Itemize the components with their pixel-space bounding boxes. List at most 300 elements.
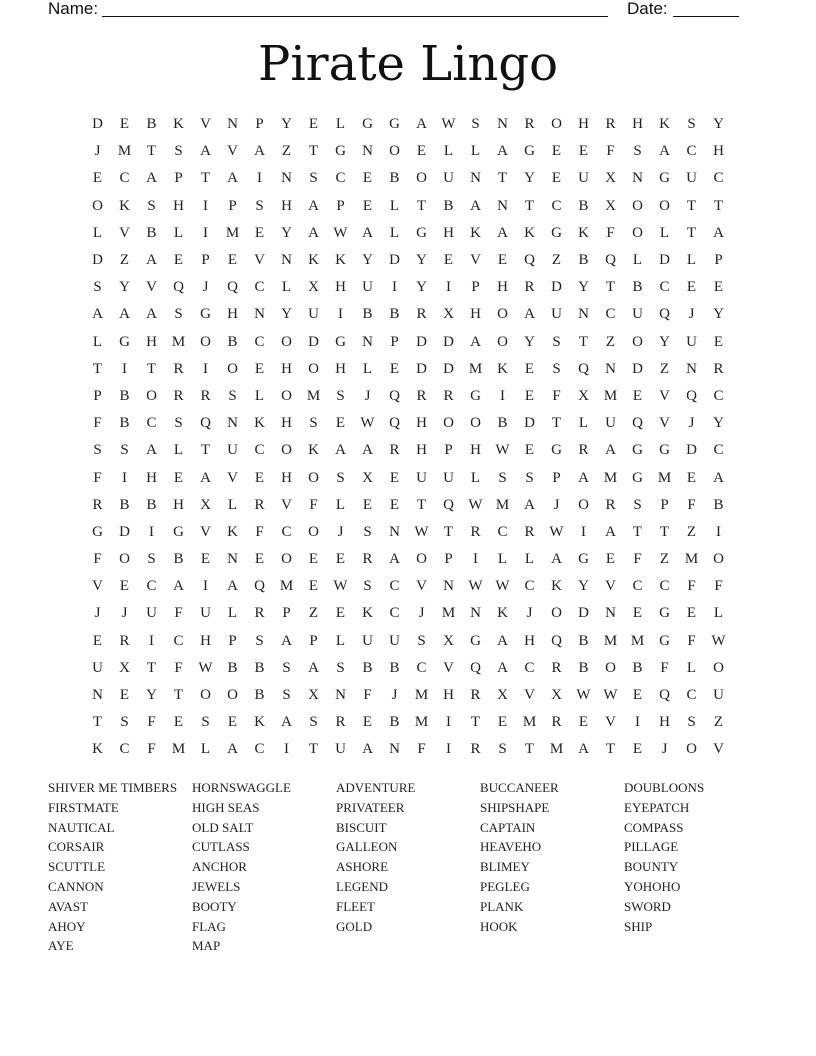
grid-letter: X bbox=[605, 170, 616, 187]
grid-letter: Y bbox=[713, 116, 724, 133]
grid-letter: I bbox=[446, 741, 451, 758]
grid-letter: N bbox=[227, 551, 238, 568]
grid-letter: W bbox=[360, 415, 375, 432]
grid-letter: T bbox=[632, 523, 643, 540]
grid-letter: S bbox=[363, 523, 372, 540]
grid-letter: A bbox=[308, 197, 319, 214]
grid-letter: B bbox=[254, 659, 265, 676]
grid-letter: H bbox=[227, 306, 238, 323]
grid-letter: I bbox=[284, 741, 289, 758]
grid-letter: E bbox=[686, 279, 697, 296]
grid-letter: Q bbox=[605, 252, 616, 269]
grid-letter: N bbox=[281, 170, 292, 187]
grid-letter: M bbox=[684, 551, 699, 568]
grid-letter: K bbox=[362, 605, 373, 622]
grid-letter: A bbox=[497, 143, 508, 160]
grid-letter: S bbox=[282, 659, 291, 676]
grid-letter: G bbox=[92, 523, 103, 540]
grid-letter: T bbox=[308, 143, 319, 160]
grid-letter: S bbox=[687, 714, 696, 731]
word-list-item: BOUNTY bbox=[624, 859, 679, 875]
word-list-item: PRIVATEER bbox=[336, 799, 405, 815]
grid-letter: X bbox=[362, 469, 373, 486]
grid-letter: M bbox=[414, 687, 429, 704]
grid-letter: J bbox=[391, 687, 398, 704]
grid-letter: M bbox=[306, 387, 321, 404]
grid-letter: O bbox=[308, 360, 319, 377]
grid-letter: R bbox=[362, 551, 373, 568]
grid-letter: O bbox=[281, 333, 292, 350]
grid-letter: B bbox=[713, 496, 724, 513]
grid-letter: E bbox=[254, 469, 265, 486]
grid-letter: U bbox=[713, 687, 724, 704]
grid-letter: W bbox=[495, 442, 510, 459]
grid-letter: B bbox=[119, 415, 130, 432]
word-list-item: COMPASS bbox=[624, 819, 684, 835]
grid-letter: T bbox=[497, 170, 508, 187]
grid-letter: I bbox=[203, 224, 208, 241]
grid-letter: J bbox=[121, 605, 128, 622]
grid-letter: Q bbox=[470, 659, 481, 676]
grid-letter: O bbox=[713, 659, 724, 676]
grid-letter: V bbox=[227, 469, 238, 486]
grid-letter: Y bbox=[524, 333, 535, 350]
grid-letter: C bbox=[146, 415, 157, 432]
grid-letter: L bbox=[173, 224, 184, 241]
grid-letter: A bbox=[389, 551, 400, 568]
grid-letter: E bbox=[551, 170, 562, 187]
grid-letter: T bbox=[416, 496, 427, 513]
grid-letter: J bbox=[661, 741, 668, 758]
grid-letter: H bbox=[497, 279, 508, 296]
grid-letter: I bbox=[122, 469, 127, 486]
grid-letter: F bbox=[687, 496, 696, 513]
grid-letter: L bbox=[227, 496, 238, 513]
grid-letter: A bbox=[470, 333, 481, 350]
page-title: Pirate Lingo bbox=[258, 36, 558, 92]
grid-letter: F bbox=[147, 714, 156, 731]
grid-letter: N bbox=[497, 197, 508, 214]
grid-letter: N bbox=[281, 252, 292, 269]
grid-letter: G bbox=[659, 170, 670, 187]
grid-letter: O bbox=[551, 605, 562, 622]
grid-letter: O bbox=[632, 197, 643, 214]
grid-letter: Q bbox=[524, 252, 535, 269]
grid-letter: N bbox=[443, 578, 454, 595]
grid-letter: N bbox=[389, 523, 400, 540]
grid-letter: S bbox=[120, 714, 129, 731]
grid-letter: S bbox=[255, 632, 264, 649]
grid-letter: N bbox=[362, 333, 373, 350]
word-list-item: BLIMEY bbox=[480, 859, 530, 875]
grid-letter: R bbox=[92, 496, 103, 513]
grid-letter: O bbox=[632, 333, 643, 350]
word-list-item: FLEET bbox=[336, 898, 375, 914]
grid-letter: A bbox=[227, 170, 238, 187]
grid-letter: R bbox=[551, 659, 562, 676]
grid-letter: V bbox=[92, 578, 103, 595]
grid-letter: W bbox=[549, 523, 564, 540]
grid-letter: G bbox=[389, 116, 400, 133]
grid-letter: F bbox=[606, 224, 615, 241]
word-list-item: LEGEND bbox=[336, 878, 388, 894]
grid-letter: I bbox=[203, 360, 208, 377]
grid-letter: M bbox=[171, 741, 186, 758]
grid-letter: C bbox=[524, 659, 535, 676]
grid-letter: R bbox=[119, 632, 130, 649]
grid-letter: E bbox=[416, 143, 427, 160]
grid-letter: H bbox=[281, 415, 292, 432]
grid-letter: E bbox=[92, 632, 103, 649]
grid-letter: X bbox=[308, 687, 319, 704]
grid-letter: O bbox=[200, 333, 211, 350]
grid-letter: J bbox=[202, 279, 209, 296]
grid-letter: B bbox=[389, 659, 400, 676]
grid-letter: T bbox=[92, 360, 103, 377]
word-list-item: CANNON bbox=[48, 878, 104, 894]
grid-letter: K bbox=[254, 714, 265, 731]
grid-letter: J bbox=[526, 605, 533, 622]
grid-letter: S bbox=[363, 578, 372, 595]
grid-letter: A bbox=[281, 714, 292, 731]
grid-letter: F bbox=[309, 496, 318, 513]
grid-letter: U bbox=[686, 170, 697, 187]
grid-letter: S bbox=[120, 442, 129, 459]
grid-letter: I bbox=[392, 279, 397, 296]
grid-letter: N bbox=[335, 687, 346, 704]
grid-letter: N bbox=[227, 415, 238, 432]
grid-letter: A bbox=[578, 469, 589, 486]
grid-letter: U bbox=[551, 306, 562, 323]
word-list-item: OLD SALT bbox=[192, 819, 254, 835]
grid-letter: N bbox=[470, 170, 481, 187]
grid-letter: Q bbox=[578, 360, 589, 377]
grid-letter: O bbox=[281, 442, 292, 459]
grid-letter: E bbox=[632, 605, 643, 622]
grid-letter: W bbox=[468, 496, 483, 513]
grid-letter: B bbox=[578, 632, 589, 649]
grid-letter: P bbox=[390, 333, 399, 350]
grid-letter: C bbox=[605, 306, 616, 323]
grid-letter: C bbox=[713, 442, 724, 459]
grid-letter: O bbox=[119, 551, 130, 568]
grid-letter: F bbox=[93, 551, 102, 568]
grid-letter: V bbox=[200, 116, 211, 133]
grid-letter: N bbox=[92, 687, 103, 704]
grid-letter: H bbox=[443, 687, 454, 704]
grid-letter: S bbox=[282, 687, 291, 704]
grid-letter: C bbox=[389, 605, 400, 622]
word-list-item: NAUTICAL bbox=[48, 819, 115, 835]
grid-letter: P bbox=[228, 632, 237, 649]
grid-letter: A bbox=[200, 143, 211, 160]
grid-letter: D bbox=[416, 360, 427, 377]
word-list-item: ANCHOR bbox=[192, 859, 247, 875]
grid-letter: N bbox=[605, 605, 616, 622]
grid-letter: K bbox=[119, 197, 130, 214]
grid-letter: B bbox=[578, 252, 589, 269]
grid-letter: R bbox=[605, 496, 616, 513]
grid-letter: U bbox=[686, 333, 697, 350]
grid-letter: T bbox=[146, 659, 157, 676]
grid-letter: M bbox=[603, 632, 618, 649]
word-list-item: PLANK bbox=[480, 898, 524, 914]
grid-letter: N bbox=[605, 360, 616, 377]
grid-letter: Z bbox=[713, 714, 724, 731]
grid-letter: X bbox=[497, 687, 508, 704]
grid-letter: C bbox=[659, 578, 670, 595]
grid-letter: M bbox=[279, 578, 294, 595]
grid-letter: J bbox=[337, 523, 344, 540]
grid-letter: A bbox=[308, 224, 319, 241]
grid-letter: U bbox=[416, 469, 427, 486]
grid-letter: C bbox=[713, 170, 724, 187]
grid-letter: A bbox=[605, 523, 616, 540]
grid-letter: T bbox=[605, 741, 616, 758]
grid-letter: Q bbox=[254, 578, 265, 595]
grid-letter: J bbox=[553, 496, 560, 513]
grid-letter: E bbox=[362, 496, 373, 513]
grid-letter: Q bbox=[389, 415, 400, 432]
grid-letter: P bbox=[174, 170, 183, 187]
grid-letter: U bbox=[443, 469, 454, 486]
grid-letter: K bbox=[551, 578, 562, 595]
grid-letter: O bbox=[92, 197, 103, 214]
grid-letter: N bbox=[389, 741, 400, 758]
grid-letter: I bbox=[500, 387, 505, 404]
grid-letter: F bbox=[417, 741, 426, 758]
grid-letter: F bbox=[93, 469, 102, 486]
word-list-item: JEWELS bbox=[192, 878, 241, 894]
grid-letter: X bbox=[578, 387, 589, 404]
grid-letter: C bbox=[713, 387, 724, 404]
grid-letter: L bbox=[200, 741, 211, 758]
grid-letter: E bbox=[308, 116, 319, 133]
grid-letter: C bbox=[389, 578, 400, 595]
grid-letter: T bbox=[578, 333, 589, 350]
grid-letter: O bbox=[200, 687, 211, 704]
grid-letter: C bbox=[659, 279, 670, 296]
grid-letter: B bbox=[146, 116, 157, 133]
grid-letter: E bbox=[632, 687, 643, 704]
grid-letter: F bbox=[552, 387, 561, 404]
grid-letter: I bbox=[446, 279, 451, 296]
grid-letter: E bbox=[227, 714, 238, 731]
grid-letter: C bbox=[281, 523, 292, 540]
grid-letter: S bbox=[525, 469, 534, 486]
grid-letter: L bbox=[470, 143, 481, 160]
word-list-item: CORSAIR bbox=[48, 839, 105, 855]
grid-letter: E bbox=[119, 687, 130, 704]
grid-letter: I bbox=[581, 523, 586, 540]
grid-letter: G bbox=[470, 387, 481, 404]
grid-letter: D bbox=[686, 442, 697, 459]
grid-letter: S bbox=[93, 279, 102, 296]
grid-letter: I bbox=[446, 714, 451, 731]
grid-letter: A bbox=[335, 442, 346, 459]
grid-letter: J bbox=[94, 143, 101, 160]
grid-letter: Q bbox=[200, 415, 211, 432]
grid-letter: S bbox=[552, 360, 561, 377]
grid-letter: E bbox=[713, 333, 724, 350]
grid-letter: E bbox=[443, 252, 454, 269]
grid-letter: R bbox=[551, 714, 562, 731]
grid-letter: D bbox=[119, 523, 130, 540]
grid-letter: G bbox=[659, 632, 670, 649]
grid-letter: S bbox=[93, 442, 102, 459]
grid-letter: L bbox=[335, 496, 346, 513]
grid-letter: A bbox=[416, 116, 427, 133]
grid-letter: C bbox=[335, 170, 346, 187]
letter-grid bbox=[84, 111, 732, 764]
grid-letter: T bbox=[146, 143, 157, 160]
grid-letter: E bbox=[389, 469, 400, 486]
grid-letter: L bbox=[632, 252, 643, 269]
name-label: Name: bbox=[48, 0, 99, 18]
grid-letter: H bbox=[524, 632, 535, 649]
grid-letter: L bbox=[227, 605, 238, 622]
grid-letter: O bbox=[632, 224, 643, 241]
grid-letter: K bbox=[308, 252, 319, 269]
word-list-item: PEGLEG bbox=[480, 878, 530, 894]
grid-letter: K bbox=[335, 252, 346, 269]
grid-letter: A bbox=[713, 469, 724, 486]
grid-letter: T bbox=[92, 714, 103, 731]
grid-letter: U bbox=[389, 632, 400, 649]
grid-letter: D bbox=[632, 360, 643, 377]
grid-letter: B bbox=[389, 714, 400, 731]
grid-letter: M bbox=[603, 469, 618, 486]
grid-letter: R bbox=[173, 360, 184, 377]
grid-letter: W bbox=[576, 687, 591, 704]
grid-letter: E bbox=[578, 714, 589, 731]
grid-letter: D bbox=[308, 333, 319, 350]
grid-letter: P bbox=[714, 252, 723, 269]
grid-letter: M bbox=[441, 605, 456, 622]
grid-letter: F bbox=[174, 659, 183, 676]
grid-letter: P bbox=[660, 496, 669, 513]
grid-letter: A bbox=[254, 143, 265, 160]
grid-letter: W bbox=[333, 224, 348, 241]
grid-letter: H bbox=[713, 143, 724, 160]
grid-letter: L bbox=[281, 279, 292, 296]
grid-letter: A bbox=[92, 306, 103, 323]
grid-letter: A bbox=[146, 170, 157, 187]
grid-letter: M bbox=[522, 714, 537, 731]
grid-letter: P bbox=[309, 632, 318, 649]
grid-letter: F bbox=[174, 605, 183, 622]
grid-letter: S bbox=[255, 197, 264, 214]
grid-letter: S bbox=[228, 387, 237, 404]
grid-letter: I bbox=[122, 360, 127, 377]
grid-letter: B bbox=[227, 333, 238, 350]
grid-letter: B bbox=[389, 306, 400, 323]
grid-letter: S bbox=[309, 714, 318, 731]
grid-letter: V bbox=[659, 387, 670, 404]
word-list bbox=[48, 778, 768, 956]
grid-letter: O bbox=[389, 143, 400, 160]
grid-letter: Q bbox=[659, 687, 670, 704]
grid-letter: T bbox=[686, 224, 697, 241]
word-list-item: SHIPSHAPE bbox=[480, 799, 550, 815]
grid-letter: S bbox=[633, 143, 642, 160]
grid-letter: B bbox=[362, 659, 373, 676]
grid-letter: T bbox=[470, 714, 481, 731]
grid-letter: H bbox=[200, 632, 211, 649]
grid-letter: S bbox=[336, 659, 345, 676]
grid-letter: V bbox=[470, 252, 481, 269]
grid-letter: S bbox=[633, 496, 642, 513]
grid-letter: G bbox=[362, 116, 373, 133]
grid-letter: B bbox=[578, 659, 589, 676]
grid-letter: E bbox=[119, 578, 130, 595]
grid-letter: P bbox=[201, 252, 210, 269]
grid-letter: B bbox=[362, 306, 373, 323]
grid-letter: R bbox=[389, 442, 400, 459]
grid-letter: K bbox=[254, 415, 265, 432]
grid-letter: S bbox=[174, 143, 183, 160]
grid-letter: O bbox=[605, 659, 616, 676]
grid-letter: R bbox=[173, 387, 184, 404]
grid-letter: B bbox=[146, 496, 157, 513]
grid-letter: J bbox=[364, 387, 371, 404]
grid-letter: E bbox=[389, 360, 400, 377]
grid-letter: G bbox=[524, 143, 535, 160]
grid-letter: P bbox=[282, 605, 291, 622]
grid-letter: H bbox=[173, 197, 184, 214]
grid-letter: B bbox=[578, 197, 589, 214]
grid-letter: W bbox=[414, 523, 429, 540]
grid-letter: Y bbox=[524, 170, 535, 187]
grid-letter: V bbox=[659, 415, 670, 432]
grid-letter: K bbox=[227, 523, 238, 540]
grid-letter: H bbox=[659, 714, 670, 731]
grid-letter: Y bbox=[713, 306, 724, 323]
grid-letter: K bbox=[173, 116, 184, 133]
grid-letter: V bbox=[254, 252, 265, 269]
word-list-item: HORNSWAGGLE bbox=[192, 780, 291, 795]
grid-letter: L bbox=[173, 442, 184, 459]
grid-letter: H bbox=[416, 415, 427, 432]
grid-letter: M bbox=[117, 143, 132, 160]
grid-letter: H bbox=[443, 224, 454, 241]
grid-letter: M bbox=[414, 714, 429, 731]
grid-letter: D bbox=[551, 279, 562, 296]
grid-letter: W bbox=[603, 687, 618, 704]
word-list-item: AVAST bbox=[48, 898, 88, 914]
grid-letter: S bbox=[201, 714, 210, 731]
grid-letter: Y bbox=[659, 333, 670, 350]
grid-letter: C bbox=[551, 197, 562, 214]
grid-letter: W bbox=[441, 116, 456, 133]
grid-letter: O bbox=[443, 415, 454, 432]
grid-letter: U bbox=[443, 170, 454, 187]
grid-letter: X bbox=[200, 496, 211, 513]
word-list-item: GALLEON bbox=[336, 839, 398, 855]
grid-letter: C bbox=[254, 741, 265, 758]
grid-letter: M bbox=[225, 224, 240, 241]
grid-letter: G bbox=[416, 224, 427, 241]
grid-letter: O bbox=[551, 116, 562, 133]
grid-letter: P bbox=[444, 551, 453, 568]
grid-letter: D bbox=[524, 415, 535, 432]
grid-letter: Q bbox=[659, 306, 670, 323]
grid-letter: A bbox=[605, 442, 616, 459]
grid-letter: K bbox=[524, 224, 535, 241]
grid-letter: W bbox=[468, 578, 483, 595]
grid-letter: R bbox=[416, 306, 427, 323]
grid-letter: L bbox=[362, 360, 373, 377]
